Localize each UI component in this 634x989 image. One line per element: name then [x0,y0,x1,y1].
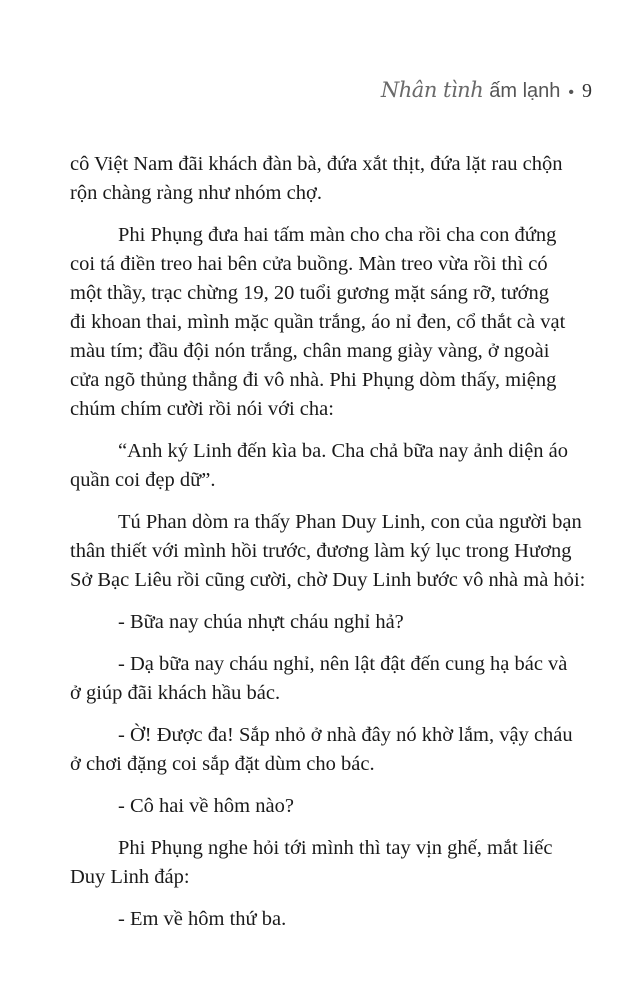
paragraph [70,437,588,495]
text-line: Phi Phụng đưa hai tấm màn cho cha rồi cha con đứng [118,224,557,246]
text-line: quần coi đẹp dữ”. [70,469,216,491]
text-line: cửa ngõ thủng thẳng đi vô nhà. Phi Phụng dòm thấy, miệng [70,369,557,391]
text-line: một thầy, trạc chừng 19, 20 tuổi gương mặt sáng rỡ, tướng [70,282,550,304]
header-script-title: Nhân tình [380,78,484,102]
text-line: - Em về hôm thứ ba. [118,908,287,930]
text-line: ở chơi đặng coi sắp đặt dùm cho bác. [70,753,375,775]
text-line: Phi Phụng nghe hỏi tới mình thì tay vịn ghế, mắt liếc [118,837,553,859]
text-line: thân thiết với mình hồi trước, đương làm ký lục trong Hương [70,540,572,562]
paragraph [70,792,588,821]
text-line: coi tá điền treo hai bên cửa buồng. Màn treo vừa rồi thì có [70,253,548,275]
text-line: - Ờ! Được đa! Sắp nhỏ ở nhà đây nó khờ lắm, vậy cháu [118,724,573,746]
text-line: - Bữa nay chúa nhựt cháu nghỉ hả? [118,611,404,633]
text-line: màu tím; đầu đội nón trắng, chân mang giày vàng, ở ngoài [70,340,550,362]
text-line: Tú Phan dòm ra thấy Phan Duy Linh, con của người bạn [118,511,582,533]
paragraph [70,650,588,708]
paragraph [70,608,588,637]
text-line: Duy Linh đáp: [70,866,190,888]
text-line: - Cô hai về hôm nào? [118,795,294,817]
header-title: ấm lạnh [489,80,561,102]
header-bullet: • [568,84,574,101]
paragraph [70,150,588,208]
text-line: đi khoan thai, mình mặc quần trắng, áo nỉ đen, cổ thắt cà vạt [70,311,566,333]
text-line: cô Việt Nam đãi khách đàn bà, đứa xắt thịt, đứa lặt rau chộn [70,153,563,175]
body-text [70,150,588,947]
paragraph [70,834,588,892]
text-line: ở giúp đãi khách hầu bác. [70,682,281,704]
text-line: chúm chím cười rồi nói với cha: [70,398,334,420]
text-line: Sở Bạc Liêu rồi cũng cười, chờ Duy Linh bước vô nhà mà hỏi: [70,569,586,591]
text-line: - Dạ bữa nay cháu nghỉ, nên lật đật đến cung hạ bác và [118,653,568,675]
paragraph [70,508,588,595]
paragraph [70,221,588,424]
running-header [381,78,592,103]
text-line: rộn chàng ràng như nhóm chợ. [70,182,322,204]
paragraph [70,721,588,779]
page-number: 9 [582,80,592,102]
text-line: “Anh ký Linh đến kìa ba. Cha chả bữa nay ảnh diện áo [118,440,569,462]
paragraph [70,905,588,934]
